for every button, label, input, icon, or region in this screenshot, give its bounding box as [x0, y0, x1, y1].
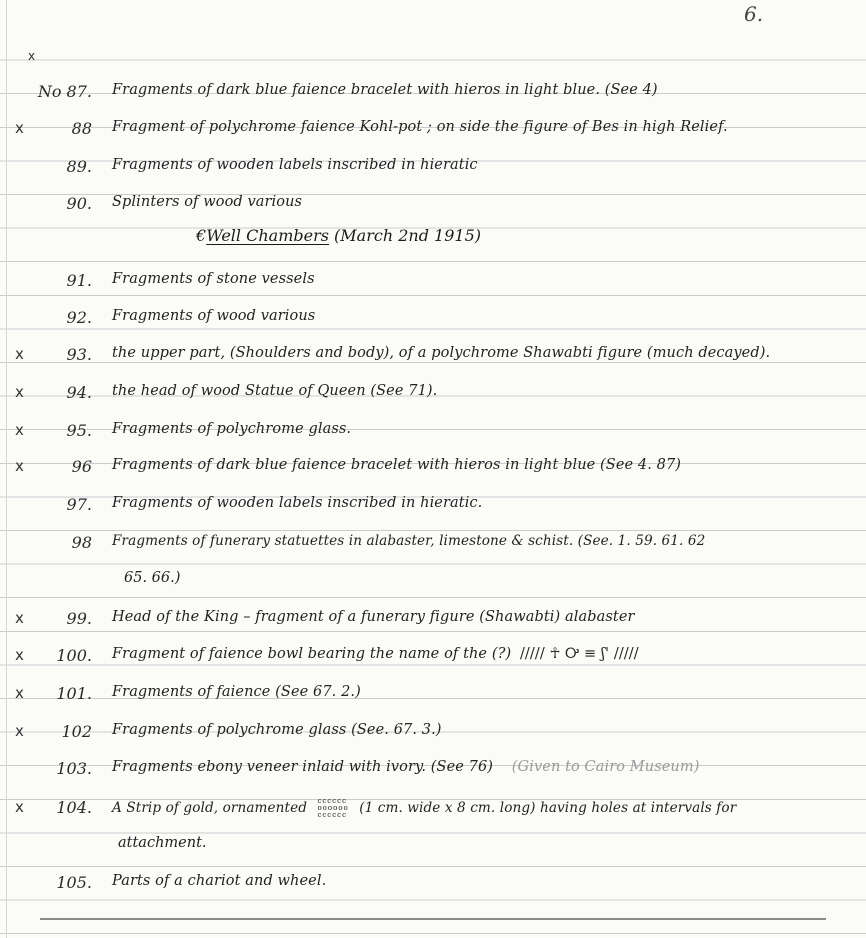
entry-number: 88 — [71, 119, 92, 138]
entry-92 — [0, 306, 866, 334]
entry-88 — [0, 117, 866, 145]
entry-mark: x — [15, 383, 24, 401]
entry-mark: x — [15, 609, 24, 627]
section-heading — [196, 226, 481, 245]
entry-89 — [0, 155, 866, 183]
entry-text-main: Fragment of faience bowl bearing the name of the (?) — [112, 646, 512, 662]
entry-text — [112, 646, 854, 662]
entry-number: 103. — [56, 759, 92, 778]
entry-text: Fragments of dark blue faience bracelet with hieros in light blue. (See 4) — [112, 82, 658, 98]
entry-text: Parts of a chariot and wheel. — [112, 873, 327, 889]
entry-text: Fragments of stone vessels — [112, 271, 315, 287]
entry-mark: x — [15, 457, 24, 475]
entry-number: 104. — [56, 798, 92, 817]
museum-annotation: (Given to Cairo Museum) — [511, 759, 700, 775]
entry-number: 101. — [56, 684, 92, 703]
entry-number: 97. — [66, 495, 92, 514]
entry-number: 91. — [66, 271, 92, 290]
entry-number: 90. — [66, 194, 92, 213]
entry-98 — [0, 531, 866, 559]
entry-number: 94. — [66, 383, 92, 402]
entry-104 — [0, 796, 866, 824]
entry-100 — [0, 644, 866, 672]
entry-text: Splinters of wood various — [112, 194, 303, 210]
entry-text: the head of wood Statue of Queen (See 71). — [112, 383, 438, 399]
entry-number: 92. — [66, 308, 92, 327]
entry-text — [112, 759, 854, 775]
entry-continuation: attachment. — [118, 835, 207, 851]
entry-number: No 87. — [37, 82, 92, 101]
entry-text: Fragments of polychrome glass (See. 67. 3.) — [112, 722, 442, 738]
entry-101 — [0, 682, 866, 710]
entry-mark: x — [15, 421, 24, 439]
top-check-mark: x — [28, 49, 36, 63]
entry-mark: x — [15, 345, 24, 363]
entry-text — [112, 798, 854, 819]
entry-90 — [0, 192, 866, 220]
entry-text: the upper part, (Shoulders and body), of a polychrome Shawabti figure (much decayed). — [112, 345, 771, 361]
page-number: 6. — [744, 2, 764, 26]
entry-93 — [0, 343, 866, 371]
entry-95 — [0, 419, 866, 447]
ornament-dots-icon: cccccc oooooo cccccc — [317, 797, 349, 819]
entry-number: 100. — [56, 646, 92, 665]
bottom-rule — [40, 918, 826, 920]
entry-97 — [0, 493, 866, 521]
entry-mark: x — [15, 119, 24, 137]
entry-98-continuation — [0, 568, 866, 596]
entry-text-main: Fragments ebony veneer inlaid with ivory. (See 76) — [112, 759, 494, 775]
entry-text: Fragments of dark blue faience bracelet with hieros in light blue (See 4. 87) — [112, 457, 682, 473]
entry-text: Fragments of wooden labels inscribed in hieratic — [112, 157, 478, 173]
entry-mark: x — [15, 722, 24, 740]
heading-title: Well Chambers — [206, 226, 329, 245]
entry-number: 93. — [66, 345, 92, 364]
entry-number: 99. — [66, 609, 92, 628]
entry-94 — [0, 381, 866, 409]
entry-continuation: 65. 66.) — [124, 570, 181, 586]
entry-96 — [0, 455, 866, 483]
entry-text: Fragments of funerary statuettes in alabaster, limestone & schist. (See. 1. 59. 61. 62 — [112, 533, 706, 549]
entry-mark: x — [15, 646, 24, 664]
hieroglyph-cartouche-icon: ///// ☥ Ꭴ ≡ ʃ' ///// — [519, 646, 639, 662]
entry-number: 95. — [66, 421, 92, 440]
heading-symbol: € — [196, 226, 207, 245]
entry-102 — [0, 720, 866, 748]
entry-text: Fragments of polychrome glass. — [112, 421, 352, 437]
entry-87 — [0, 80, 866, 108]
entry-103 — [0, 757, 866, 785]
heading-date: (March 2nd 1915) — [334, 226, 481, 245]
entry-number: 96 — [71, 457, 92, 476]
entry-104-continuation — [0, 833, 866, 861]
entry-105 — [0, 871, 866, 899]
entry-number: 89. — [66, 157, 92, 176]
entry-mark: x — [15, 684, 24, 702]
entry-text: Fragments of wood various — [112, 308, 316, 324]
entry-text: Head of the King – fragment of a funerary figure (Shawabti) alabaster — [112, 609, 635, 625]
entry-text: Fragment of polychrome faience Kohl-pot ; on side the figure of Bes in high Relief. — [112, 119, 728, 135]
entry-text: Fragments of faience (See 67. 2.) — [112, 684, 361, 700]
entry-text-before: A Strip of gold, ornamented — [112, 800, 308, 816]
entry-number: 98 — [71, 533, 92, 552]
entry-number: 102 — [61, 722, 92, 741]
entry-mark: x — [15, 798, 24, 816]
entry-text-after: (1 cm. wide x 8 cm. long) having holes at intervals for — [359, 800, 737, 816]
entry-text: Fragments of wooden labels inscribed in hieratic. — [112, 495, 483, 511]
entry-99 — [0, 607, 866, 635]
entry-91 — [0, 269, 866, 297]
entry-number: 105. — [56, 873, 92, 892]
